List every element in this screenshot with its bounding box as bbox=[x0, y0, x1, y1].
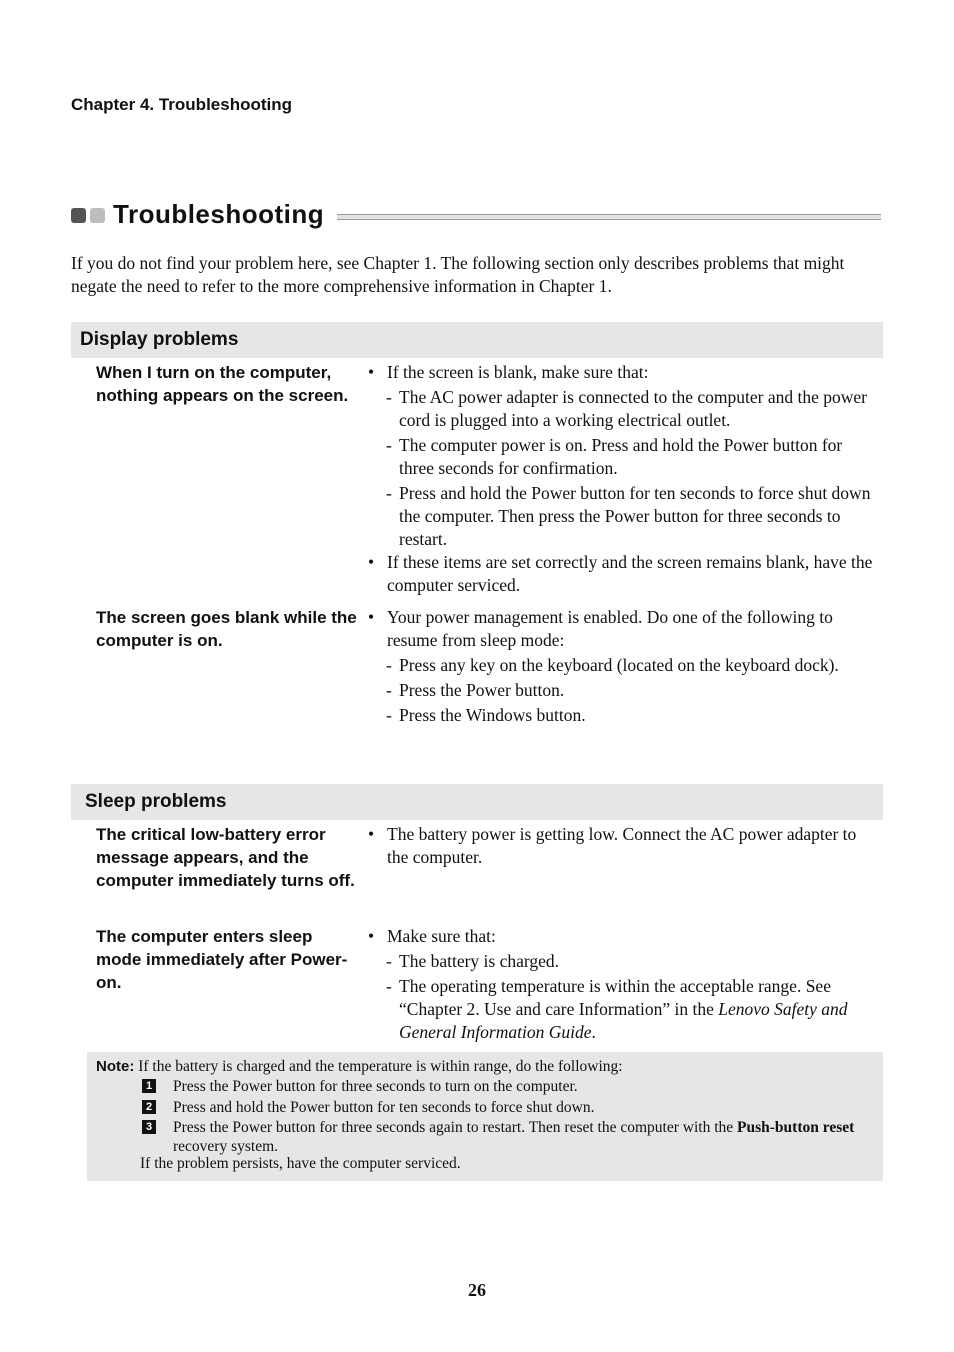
dash-item bbox=[368, 950, 880, 973]
dash-text: Press any key on the keyboard (located on the keyboard dock). bbox=[399, 655, 839, 675]
bullet-text: Make sure that: bbox=[387, 926, 496, 946]
sleep-problems-heading: Sleep problems bbox=[85, 791, 227, 812]
title-square-dark-icon bbox=[71, 208, 86, 223]
step-text-part: Press the Power button for three seconds again to restart. Then reset the computer with the bbox=[173, 1119, 738, 1136]
display-problems-heading: Display problems bbox=[80, 329, 239, 350]
bullet-item bbox=[368, 823, 880, 869]
dash-glyph: - bbox=[386, 976, 392, 996]
dash-text: The battery is charged. bbox=[399, 951, 560, 971]
dash-glyph: - bbox=[386, 705, 392, 725]
dash-text: Press the Power button. bbox=[399, 680, 565, 700]
page-number: 26 bbox=[468, 1280, 486, 1300]
note-text: If the battery is charged and the temperature is within range, do the following: bbox=[138, 1058, 623, 1075]
solution-blank-while-on bbox=[368, 606, 880, 727]
bullet-item bbox=[368, 925, 880, 948]
solution-sleep-after-poweron bbox=[368, 925, 880, 1044]
bullet-item bbox=[368, 606, 880, 652]
step-number-badge: 1 bbox=[142, 1079, 156, 1093]
step-number-badge: 3 bbox=[142, 1120, 156, 1134]
title-square-light-icon bbox=[90, 208, 105, 223]
dash-glyph: - bbox=[386, 680, 392, 700]
bullet-glyph: • bbox=[368, 926, 375, 946]
dash-item bbox=[368, 704, 880, 727]
intro-paragraph: If you do not find your problem here, see Chapter 1. The following section only describes problems that might negate the need to refer to the more comprehensive information in Chapter 1. bbox=[71, 253, 845, 296]
solution-blank-on-start bbox=[368, 361, 880, 597]
dash-text: Press and hold the Power button for ten seconds to force shut down the computer. Then press the Power button for three seconds to restart. bbox=[399, 483, 871, 549]
bullet-item bbox=[368, 551, 880, 597]
dash-glyph: - bbox=[386, 655, 392, 675]
dash-item bbox=[368, 434, 880, 480]
bullet-glyph: • bbox=[368, 824, 375, 844]
dash-text-part: . bbox=[591, 1022, 596, 1042]
dash-text: The AC power adapter is connected to the computer and the power cord is plugged into a working electrical outlet. bbox=[399, 387, 867, 430]
dash-text bbox=[399, 976, 848, 1042]
dash-glyph: - bbox=[386, 435, 392, 455]
step-text bbox=[173, 1118, 873, 1156]
dash-glyph: - bbox=[386, 951, 392, 971]
bullet-glyph: • bbox=[368, 552, 375, 572]
problem-blank-on-start: When I turn on the computer, nothing appears on the screen. bbox=[96, 363, 349, 405]
title-rule bbox=[337, 214, 881, 220]
note-box bbox=[87, 1052, 883, 1181]
page-title: Troubleshooting bbox=[113, 199, 325, 229]
step-text-part: recovery system. bbox=[173, 1138, 279, 1155]
bullet-glyph: • bbox=[368, 362, 375, 382]
solution-low-battery bbox=[368, 823, 880, 869]
step-text: Press and hold the Power button for ten seconds to force shut down. bbox=[173, 1099, 595, 1116]
step-text: Press the Power button for three seconds to turn on the computer. bbox=[173, 1078, 578, 1095]
bullet-item bbox=[368, 361, 880, 384]
bullet-text: The battery power is getting low. Connect the AC power adapter to the computer. bbox=[387, 824, 857, 867]
bullet-glyph: • bbox=[368, 607, 375, 627]
bullet-text: Your power management is enabled. Do one of the following to resume from sleep mode: bbox=[387, 607, 833, 650]
dash-text-part: The operating temperature is within the acceptable range. See “Chapter 2. Use and care Information” in the bbox=[399, 976, 831, 1019]
note-label: Note: bbox=[96, 1058, 135, 1075]
dash-item bbox=[368, 482, 880, 551]
dash-item bbox=[368, 386, 880, 432]
dash-item bbox=[368, 975, 880, 1044]
dash-item bbox=[368, 654, 880, 677]
display-problems-header bbox=[71, 322, 883, 358]
dash-text: The computer power is on. Press and hold the Power button for three seconds for confirmation. bbox=[399, 435, 843, 478]
problem-low-battery: The critical low-battery error message appears, and the computer immediately turns off. bbox=[96, 825, 355, 890]
guide-title: Lenovo Safety and General Information Guide bbox=[399, 999, 848, 1042]
running-head: Chapter 4. Troubleshooting bbox=[71, 95, 293, 114]
dash-glyph: - bbox=[386, 483, 392, 503]
step-number-badge: 2 bbox=[142, 1100, 156, 1114]
push-button-reset-term: Push-button reset bbox=[737, 1119, 855, 1136]
dash-glyph: - bbox=[386, 387, 392, 407]
note-footer: If the problem persists, have the computer serviced. bbox=[140, 1155, 461, 1172]
section-title-row bbox=[71, 199, 881, 233]
bullet-text: If the screen is blank, make sure that: bbox=[387, 362, 649, 382]
dash-text: Press the Windows button. bbox=[399, 705, 586, 725]
dash-item bbox=[368, 679, 880, 702]
sleep-problems-header bbox=[71, 784, 883, 820]
note-intro bbox=[96, 1057, 623, 1076]
problem-sleep-after-poweron: The computer enters sleep mode immediately after Power-on. bbox=[96, 927, 348, 992]
bullet-text: If these items are set correctly and the screen remains blank, have the computer serviced. bbox=[387, 552, 873, 595]
problem-blank-while-on: The screen goes blank while the computer is on. bbox=[96, 608, 357, 650]
